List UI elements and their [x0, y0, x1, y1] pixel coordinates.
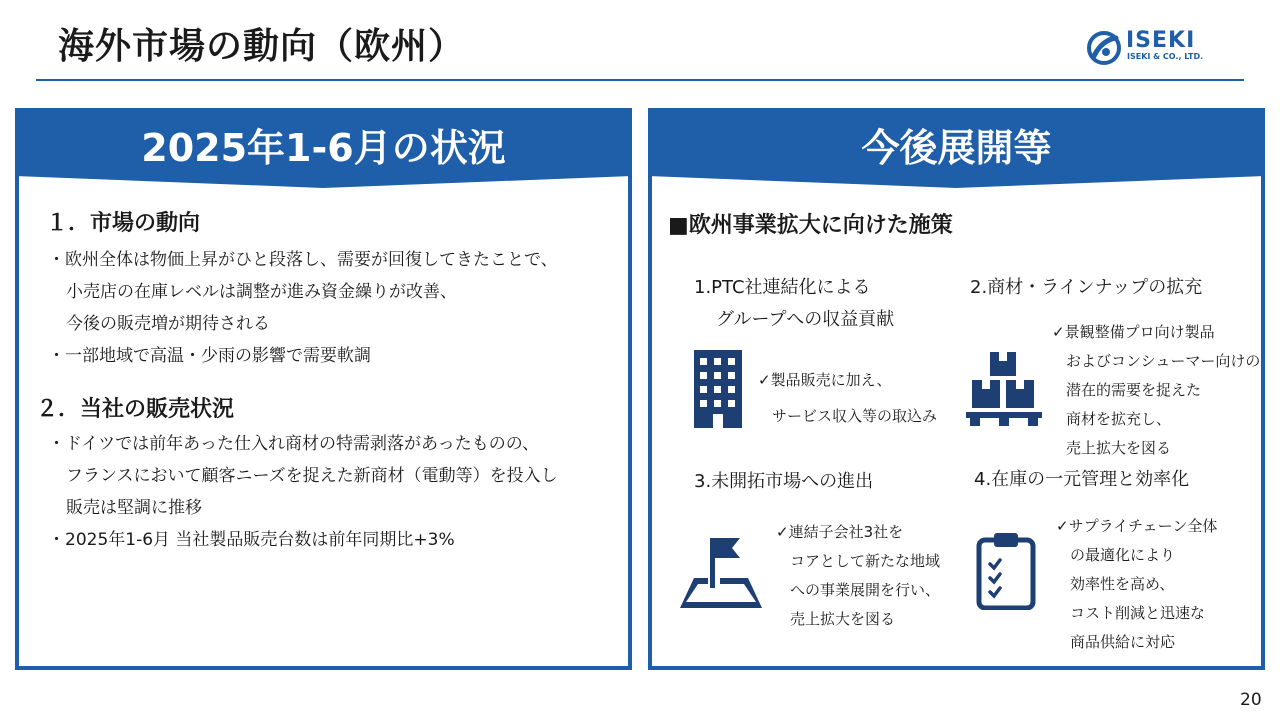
- strategy-item-2-body: [1052, 318, 1260, 463]
- body-line: への事業展開を行い、: [790, 581, 941, 599]
- body-line: 商材を拡充し、: [1066, 410, 1172, 428]
- strategy-item-3-body: [776, 518, 940, 634]
- bullet-line: ・2025年1-6月 当社製品販売台数は前年同期比+3%: [48, 530, 455, 550]
- bullet-item: [48, 524, 558, 556]
- body-line: の最適化により: [1070, 546, 1176, 564]
- bullet-item: [48, 340, 558, 372]
- current-status-panel: [15, 108, 632, 670]
- title-line: 3.未開拓市場への進出: [694, 471, 874, 492]
- sales-bullet-list: [48, 428, 558, 556]
- panel-banner-title: 2025年1-6月の状況: [141, 126, 506, 170]
- bullet-line: ・ドイツでは前年あった仕入れ商材の特需剥落があったものの、: [48, 434, 540, 454]
- market-bullet-list: [48, 244, 558, 372]
- body-line: ✓サプライチェーン全体: [1056, 517, 1218, 535]
- page-number: 20: [1240, 690, 1262, 710]
- iseki-logo-mark-icon: [1086, 30, 1126, 66]
- body-line: 潜在的需要を捉えた: [1066, 381, 1202, 399]
- flag-map-icon: [680, 534, 762, 608]
- body-line: コアとして新たな地域: [790, 552, 941, 570]
- panel-banner: [15, 108, 632, 192]
- section-heading-market: １．市場の動向: [46, 211, 201, 236]
- body-line: サービス収入等の取込み: [772, 407, 938, 425]
- strategy-heading: ■欧州事業拡大に向けた施策: [668, 213, 953, 238]
- title-line: 2.商材・ラインナップの拡充: [970, 277, 1203, 298]
- body-line: 売上拡大を図る: [790, 610, 896, 628]
- title-line: 1.PTC社連結化による: [694, 277, 871, 298]
- title-underline: [36, 79, 1244, 81]
- bullet-line: ・欧州全体は物価上昇がひと段落し、需要が回復してきたことで、: [48, 250, 558, 270]
- title-line: 4.在庫の一元管理と効率化: [974, 469, 1190, 490]
- bullet-line: 小売店の在庫レベルは調整が進み資金繰りが改善、: [66, 282, 457, 302]
- body-line: 商品供給に対応: [1070, 633, 1176, 651]
- bullet-line: 販売は堅調に推移: [66, 498, 202, 518]
- body-line: ✓製品販売に加え、: [758, 371, 892, 389]
- strategy-item-4-title: [974, 464, 1189, 496]
- company-logo: [1086, 30, 1226, 66]
- bullet-line: フランスにおいて顧客ニーズを捉えた新商材（電動等）を投入し: [66, 466, 558, 486]
- strategy-item-3-title: [694, 466, 873, 498]
- bullet-item: [48, 428, 558, 524]
- title-line: グループへの収益貢献: [716, 309, 895, 330]
- stacked-boxes-icon: [966, 350, 1042, 428]
- panel-banner: [648, 108, 1265, 192]
- bullet-item: [48, 244, 558, 340]
- body-line: ✓連結子会社3社を: [776, 523, 904, 541]
- office-building-icon: [694, 350, 742, 428]
- bullet-line: 今後の販売増が期待される: [66, 314, 270, 334]
- body-line: 効率性を高め、: [1070, 575, 1175, 593]
- strategy-item-2-title: [970, 272, 1202, 304]
- bullet-line: ・一部地域で高温・少雨の影響で需要軟調: [48, 346, 371, 366]
- panel-banner-title: 今後展開等: [861, 126, 1052, 170]
- body-line: 売上拡大を図る: [1066, 439, 1172, 457]
- clipboard-checklist-icon: [976, 530, 1036, 610]
- logo-wordmark: ISEKI: [1126, 28, 1196, 53]
- strategy-item-1-title: [694, 272, 894, 336]
- body-line: ✓景観整備プロ向け製品: [1052, 323, 1215, 341]
- body-line: コスト削減と迅速な: [1070, 604, 1206, 622]
- page-title: 海外市場の動向（欧州）: [58, 26, 466, 67]
- strategy-item-1-body: [758, 362, 937, 434]
- strategy-item-4-body: [1056, 512, 1217, 657]
- section-heading-sales: ２．当社の販売状況: [36, 397, 235, 422]
- body-line: およびコンシューマー向けの: [1066, 352, 1261, 370]
- logo-subtext: ISEKI & CO., LTD.: [1127, 52, 1204, 61]
